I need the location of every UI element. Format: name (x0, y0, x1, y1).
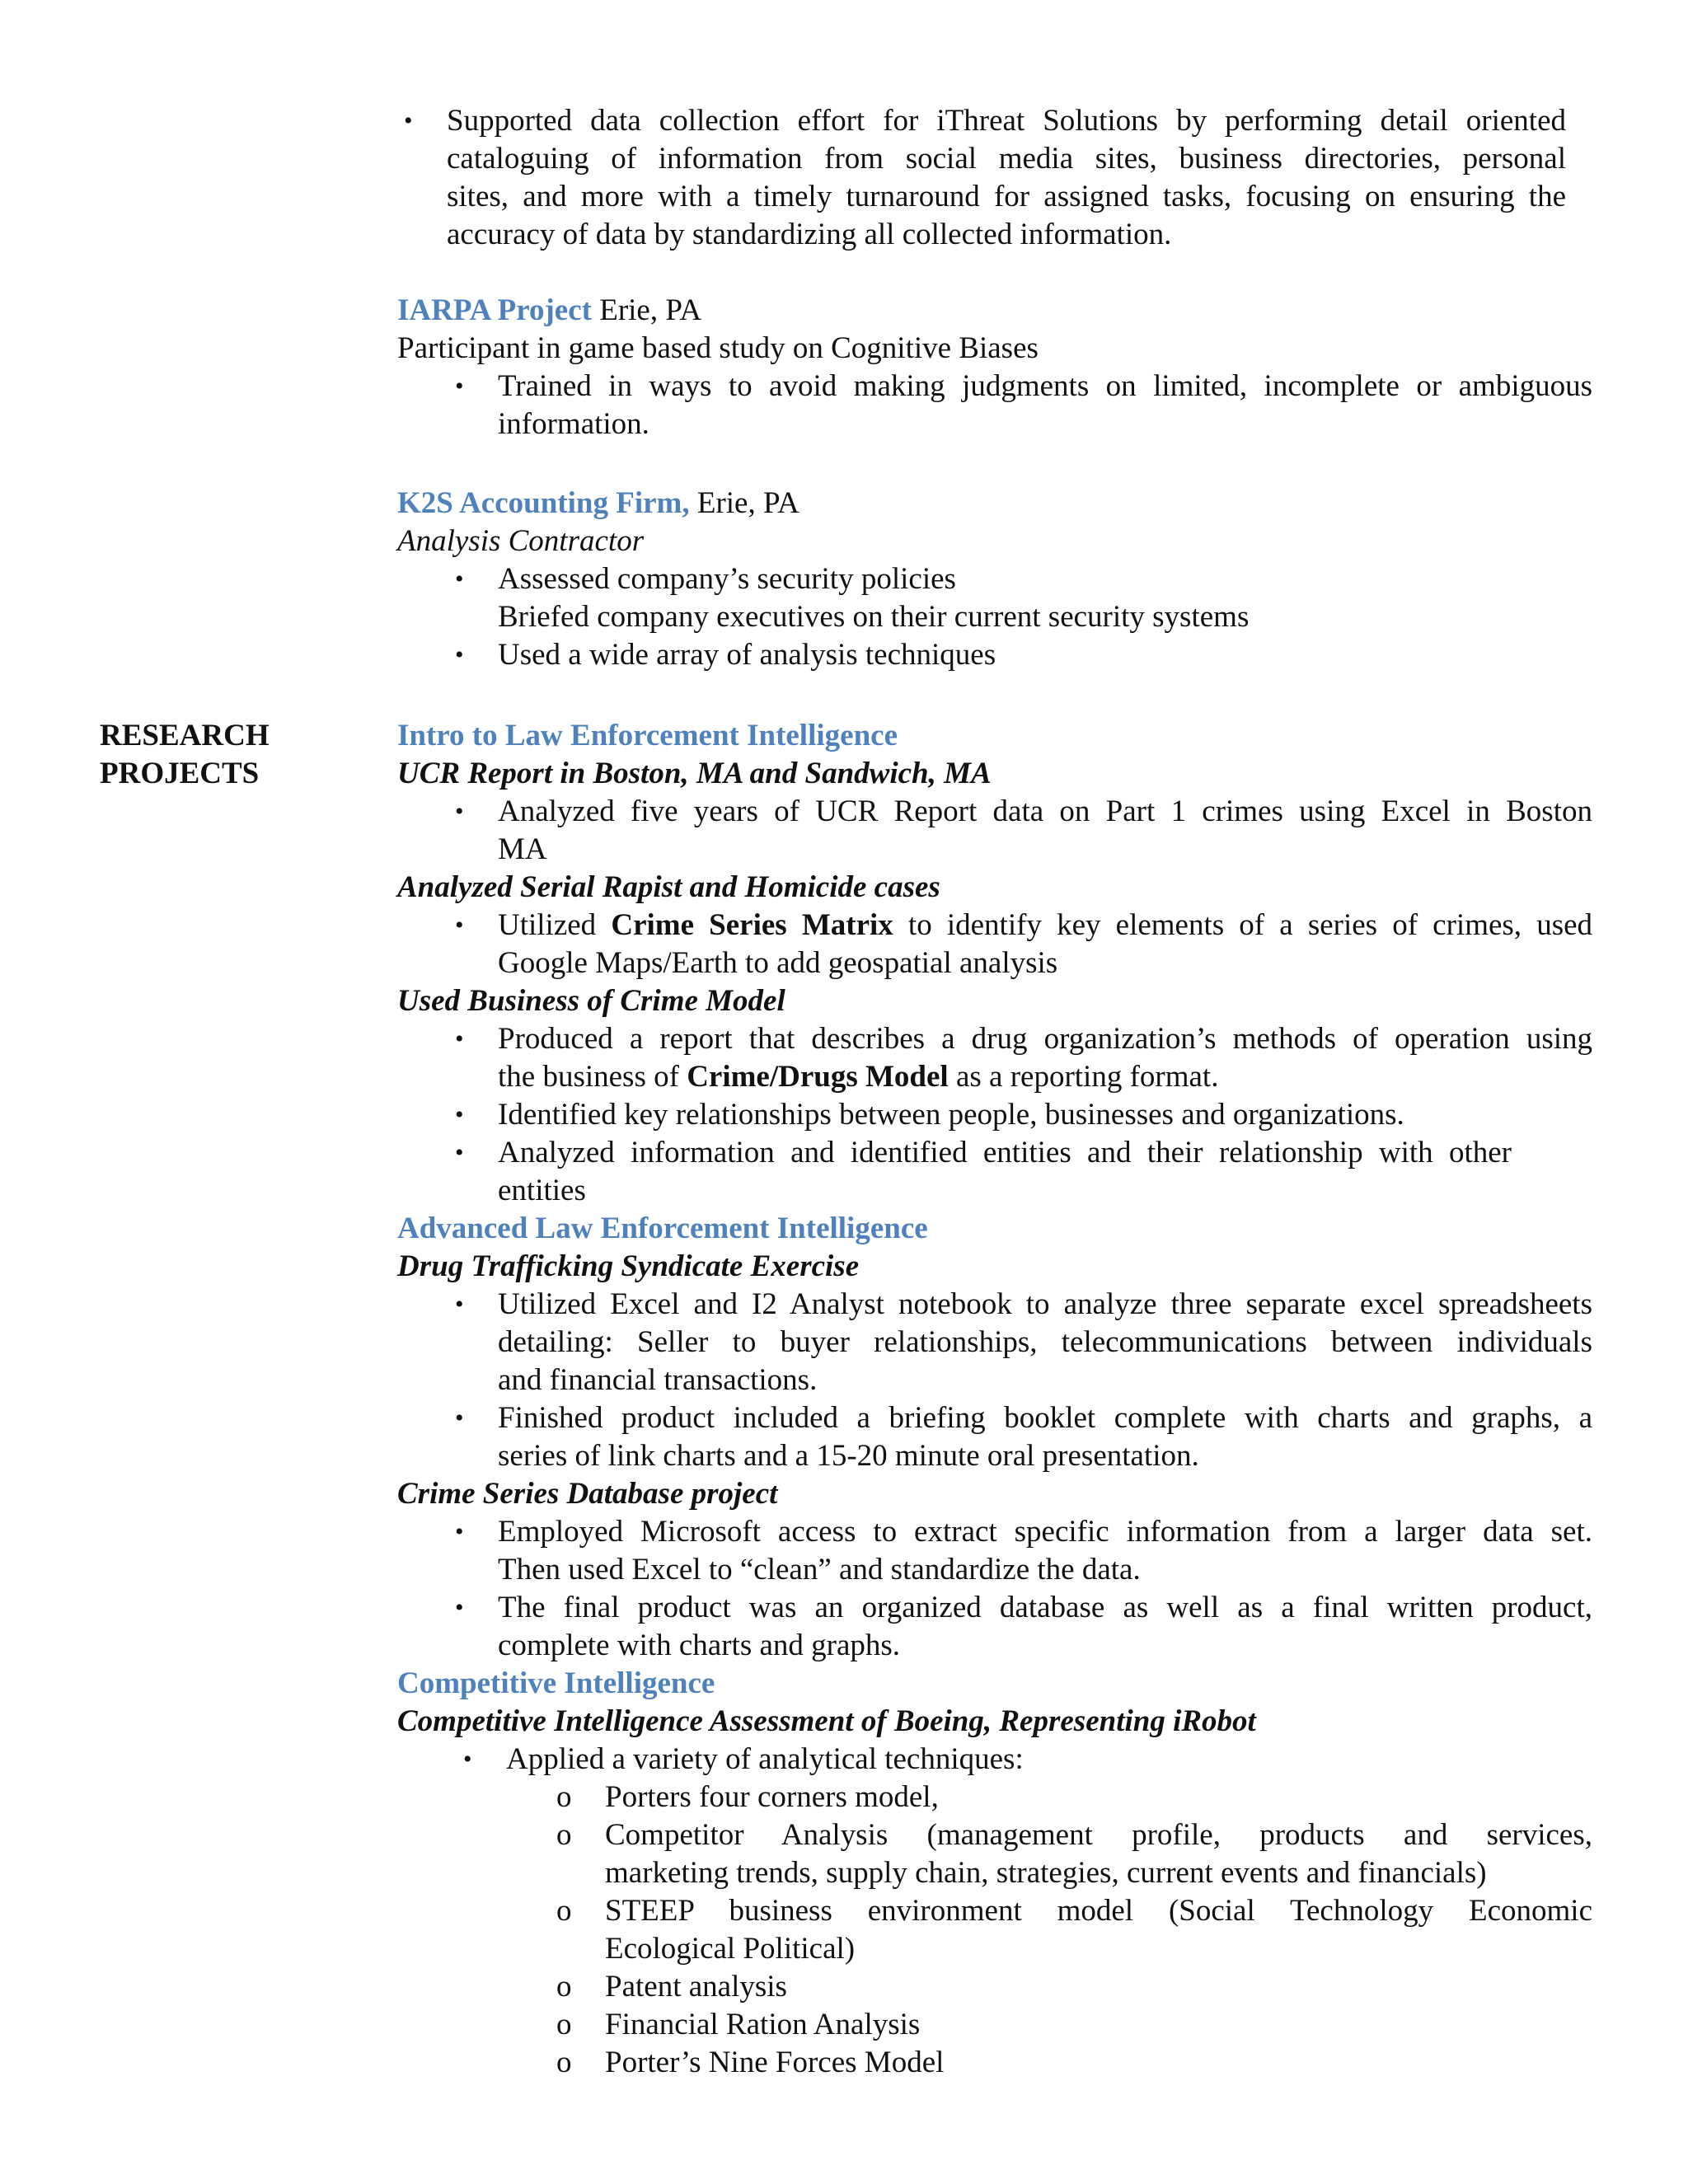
text-line: Assessed company’s security policies (498, 562, 956, 596)
bullet-glyph: • (455, 1594, 464, 1621)
text-line: cataloguing of information from social media sites, business directories, personal (447, 142, 1566, 176)
text-line: marketing trends, supply chain, strategies, current events and financials) (605, 1856, 1487, 1890)
list-item (455, 1134, 1592, 1210)
text-line: Trained in ways to avoid making judgments on limited, incomplete or ambiguous (498, 369, 1592, 403)
bullet-glyph: • (455, 912, 464, 939)
list-item (455, 1589, 1592, 1665)
course-heading: Competitive Intelligence (397, 1666, 715, 1700)
text-line: Briefed company executives on their current security systems (498, 600, 1250, 634)
entry-heading (397, 485, 1592, 523)
sub-list (556, 1779, 1592, 2082)
sub-bullet-glyph: o (556, 1894, 572, 1928)
list-item (455, 1020, 1592, 1096)
text-line: Google Maps/Earth to add geospatial analysis (498, 946, 1058, 980)
entry-heading (397, 292, 1592, 330)
sub-bullet-glyph: o (556, 2008, 572, 2041)
text-line: Identified key relationships between people, businesses and organizations. (498, 1098, 1404, 1132)
text-line: entities (498, 1174, 586, 1207)
text-line: Supported data collection effort for iThreat Solutions by performing detail oriented (447, 104, 1566, 138)
sub-list-item (556, 2044, 1592, 2082)
list-item (463, 1741, 1592, 1779)
org-name: IARPA Project (397, 293, 592, 327)
text-line: Porter’s Nine Forces Model (605, 2046, 945, 2079)
list-item (455, 1096, 1592, 1134)
iarpa-entry (397, 292, 1592, 443)
course-heading: Intro to Law Enforcement Intelligence (397, 719, 898, 752)
text-line: Applied a variety of analytical techniques: (506, 1742, 1024, 1776)
bullet-glyph: • (455, 1101, 464, 1128)
list-item (455, 1399, 1592, 1475)
project-title: Crime Series Database project (397, 1477, 778, 1511)
text-line: and financial transactions. (498, 1363, 818, 1397)
text-line: complete with charts and graphs. (498, 1629, 901, 1662)
text-line: sites, and more with a timely turnaround for assigned tasks, focusing on ensuring the (447, 180, 1566, 213)
bullet-glyph: • (455, 1404, 464, 1432)
org-name: K2S Accounting Firm, (397, 486, 690, 520)
sub-bullet-glyph: o (556, 1780, 572, 1814)
course-heading: Advanced Law Enforcement Intelligence (397, 1212, 928, 1245)
bullet-glyph: • (455, 373, 464, 400)
list-item (455, 1286, 1592, 1399)
sub-bullet-glyph: o (556, 2046, 572, 2079)
bullet-glyph: • (455, 641, 464, 668)
text-line: accuracy of data by standardizing all collected information. (447, 218, 1172, 251)
project-title: Analyzed Serial Rapist and Homicide cases (397, 870, 940, 904)
bullet-glyph: • (455, 1025, 464, 1052)
project-title: Used Business of Crime Model (397, 984, 785, 1018)
text-line: Analyzed five years of UCR Report data on Part 1 crimes using Excel in Boston (498, 794, 1592, 828)
text-line: STEEP business environment model (Social Technology Economic (605, 1894, 1592, 1928)
text-line: Financial Ration Analysis (605, 2008, 921, 2041)
list-item (455, 560, 1592, 636)
text-line: Analyzed information and identified entities and their relationship with other (498, 1136, 1512, 1169)
sub-list-item (556, 1816, 1592, 1892)
text-line: detailing: Seller to buyer relationships, telecommunications between individuals (498, 1325, 1592, 1359)
bullet-glyph: • (455, 565, 464, 593)
text-line: Porters four corners model, (605, 1780, 939, 1814)
bullet-glyph: • (455, 1518, 464, 1545)
sub-bullet-glyph: o (556, 1970, 572, 2004)
sub-bullet-glyph: o (556, 1818, 572, 1852)
text-line: MA (498, 832, 547, 866)
list-item (455, 793, 1592, 869)
project-title: Competitive Intelligence Assessment of Boeing, Representing iRobot (397, 1704, 1256, 1738)
sub-list-item (556, 1968, 1592, 2006)
bullet-glyph: • (455, 1291, 464, 1318)
text-line: the business of Crime/Drugs Model as a reporting format. (498, 1060, 1219, 1094)
text-line: Employed Microsoft access to extract specific information from a larger data set. (498, 1515, 1592, 1549)
text-line: Competitor Analysis (management profile, products and services, (605, 1818, 1592, 1852)
list-item (455, 1513, 1592, 1589)
list-item (455, 368, 1592, 443)
text-line: The final product was an organized database as well as a final written product, (498, 1591, 1592, 1624)
entry-role: Participant in game based study on Cognitive Biases (397, 331, 1039, 365)
sub-list-item (556, 1779, 1592, 1816)
bullet-glyph: • (455, 798, 464, 825)
k2s-entry (397, 485, 1592, 674)
sub-list-item (556, 1892, 1592, 1968)
project-title: Drug Trafficking Syndicate Exercise (397, 1249, 860, 1283)
sub-list-item (556, 2006, 1592, 2044)
list-item (455, 907, 1593, 982)
org-location: Erie, PA (591, 293, 702, 327)
project-title: UCR Report in Boston, MA and Sandwich, MA (397, 757, 992, 790)
text-line: Ecological Political) (605, 1932, 856, 1966)
bullet-glyph: • (463, 1746, 472, 1773)
list-item (455, 636, 1592, 674)
text-line: Utilized Crime Series Matrix to identify key elements of a series of crimes, used (498, 908, 1593, 942)
entry-role: Analysis Contractor (397, 524, 645, 558)
text-line: Utilized Excel and I2 Analyst notebook to analyze three separate excel spreadsheets (498, 1287, 1592, 1321)
text-line: Used a wide array of analysis techniques (498, 638, 996, 672)
bullet-glyph: • (404, 107, 413, 134)
section-label-research-projects: RESEARCH PROJECTS (100, 719, 270, 790)
bullet-glyph: • (455, 1139, 464, 1166)
text-line: Patent analysis (605, 1970, 787, 2004)
text-line: Then used Excel to “clean” and standardize the data. (498, 1553, 1141, 1586)
org-location: Erie, PA (689, 486, 799, 520)
text-line: information. (498, 407, 649, 441)
top-bullet (404, 102, 1566, 254)
research-projects (397, 717, 1592, 2082)
text-line: Produced a report that describes a drug organization’s methods of operation using (498, 1022, 1592, 1056)
text-line: Finished product included a briefing booklet complete with charts and graphs, a (498, 1401, 1592, 1435)
text-line: series of link charts and a 15-20 minute oral presentation. (498, 1439, 1199, 1473)
